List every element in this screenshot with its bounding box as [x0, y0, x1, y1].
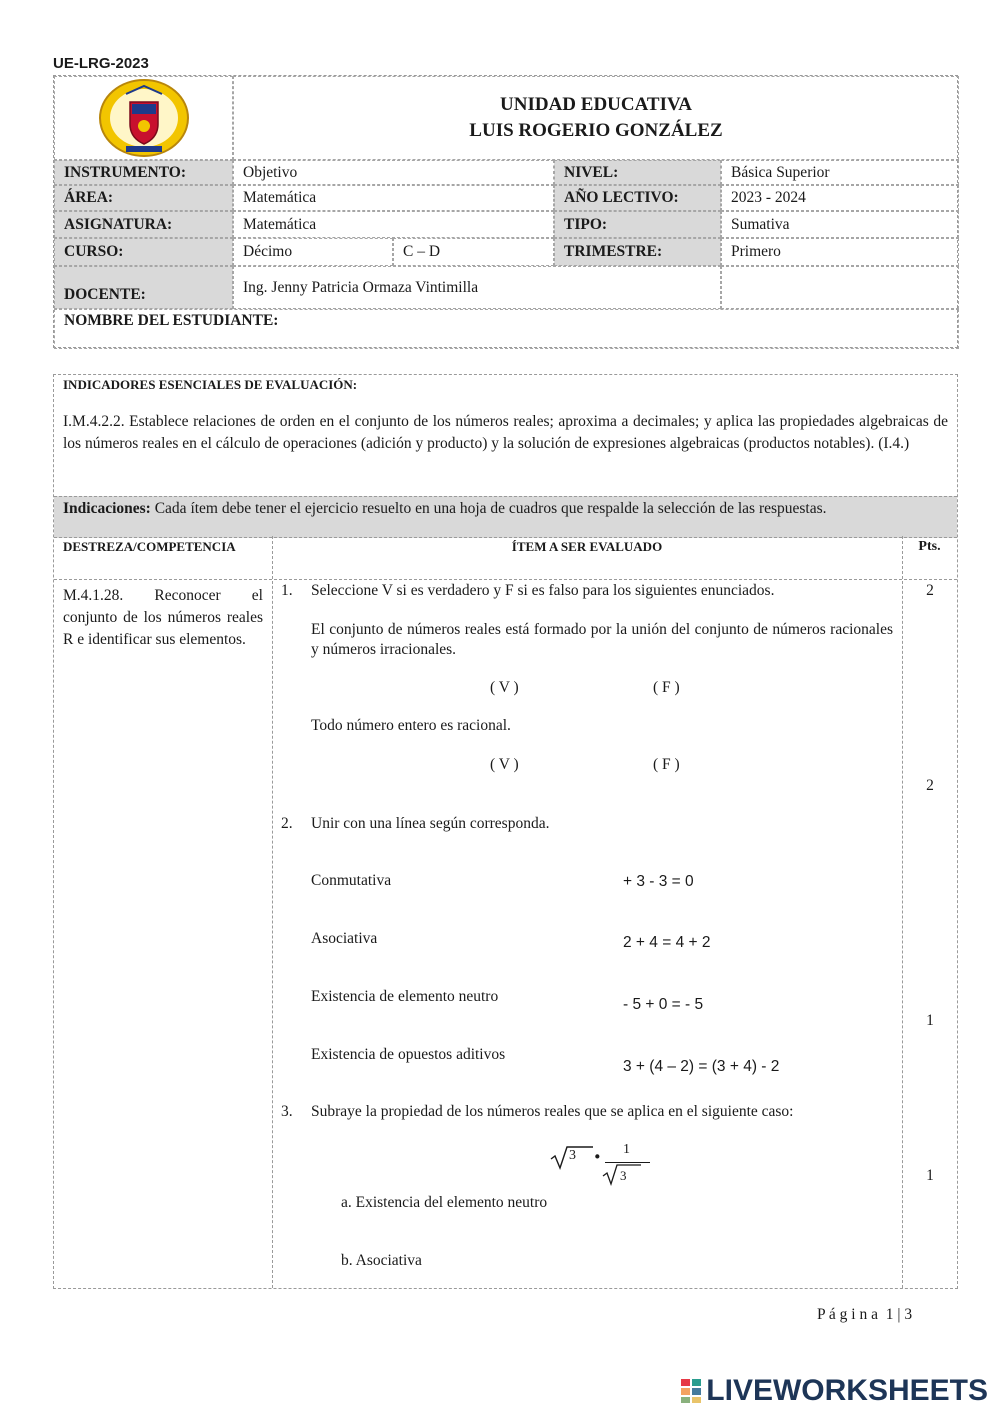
q1-s1-false-option[interactable]: ( F ) [653, 679, 680, 696]
q2-number: 2. [281, 815, 293, 832]
indicaciones-bar [54, 496, 957, 538]
q3-number: 3. [281, 1103, 293, 1120]
liveworksheets-logo [680, 1374, 988, 1408]
points-value: 2 [926, 582, 934, 599]
q1-s2-true-option[interactable]: ( V ) [490, 756, 519, 773]
q3-radicand: 3 [569, 1148, 576, 1163]
q3-option-b[interactable]: b. Asociativa [341, 1252, 422, 1269]
q2-right-item[interactable]: 3 + (4 – 2) = (3 + 4) - 2 [623, 1058, 780, 1075]
q1-prompt: Seleccione V si es verdadero y F si es falso para los siguientes enunciados. [311, 582, 775, 599]
q3-expression [549, 1140, 659, 1190]
tipo-label: TIPO: [554, 211, 721, 238]
page-number: P á g i n a 1 | 3 [817, 1306, 913, 1323]
tipo-value: Sumativa [721, 211, 959, 238]
destreza-text: M.4.1.28. Reconocer el conjunto de los números reales R e identificar sus elementos. [63, 587, 263, 648]
q2-prompt: Unir con una línea según corresponda. [311, 815, 550, 832]
q1-s2-false-option[interactable]: ( F ) [653, 756, 680, 773]
q1-s1-true-option[interactable]: ( V ) [490, 679, 519, 696]
indicadores-text: I.M.4.2.2. Establece relaciones de orden en el conjunto de los números reales; aproxima a decimales; y aplica las propiedades algebraicas de los números reales en el cálculo de operaciones (adición y producto) y la solución de expresiones algebraicas (productos notables). (I.4.) [63, 413, 948, 452]
nivel-value: Básica Superior [721, 160, 959, 185]
brand-text: LIVEWORKSHEETS [706, 1374, 988, 1407]
logo-cell [54, 76, 233, 160]
q2-right-item[interactable]: 2 + 4 = 4 + 2 [623, 934, 711, 951]
liveworksheets-icon [680, 1378, 702, 1404]
indicaciones-label: Indicaciones: [63, 500, 151, 517]
indicaciones-row [63, 500, 948, 518]
points-value: 2 [926, 777, 934, 794]
q3-numerator: 1 [623, 1142, 630, 1157]
indicadores-title: INDICADORES ESENCIALES DE EVALUACIÓN: [63, 377, 358, 392]
anio-label: AÑO LECTIVO: [554, 185, 721, 211]
docente-value: Ing. Jenny Patricia Ormaza Vintimilla [233, 266, 721, 309]
school-name [233, 76, 959, 160]
school-line-2: LUIS ROGERIO GONZÁLEZ [469, 120, 723, 141]
curso-value: Décimo [233, 238, 393, 266]
asignatura-value: Matemática [233, 211, 554, 238]
asignatura-label: ASIGNATURA: [54, 211, 233, 238]
q2-left-item[interactable]: Asociativa [311, 930, 378, 947]
points-value: 1 [926, 1012, 934, 1029]
trimestre-value: Primero [721, 238, 959, 266]
q3-option-a[interactable]: a. Existencia del elemento neutro [341, 1194, 548, 1211]
pts-header: Pts. [918, 539, 941, 554]
header-table [53, 75, 958, 348]
area-label: ÁREA: [54, 185, 233, 211]
item-header: ÍTEM A SER EVALUADO [511, 539, 663, 554]
anio-value: 2023 - 2024 [721, 185, 959, 211]
docente-label: DOCENTE: [54, 266, 233, 309]
docente-extra [721, 266, 959, 309]
destreza-header: DESTREZA/COMPETENCIA [63, 539, 236, 554]
student-name-field[interactable]: NOMBRE DEL ESTUDIANTE: [54, 309, 959, 349]
instrumento-value: Objetivo [233, 160, 554, 185]
trimestre-label: TRIMESTRE: [554, 238, 721, 266]
document-code: UE-LRG-2023 [53, 55, 149, 72]
q2-left-item[interactable]: Conmutativa [311, 872, 392, 889]
q2-right-item[interactable]: - 5 + 0 = - 5 [623, 996, 704, 1013]
school-line-1: UNIDAD EDUCATIVA [500, 94, 692, 115]
indicaciones-text: Cada ítem debe tener el ejercicio resuelto en una hoja de cuadros que respalde la selección de las respuestas. [154, 500, 827, 517]
fraction-bar [605, 1162, 650, 1163]
area-value: Matemática [233, 185, 554, 211]
paralelo-value: C – D [393, 238, 554, 266]
q2-left-item[interactable]: Existencia de elemento neutro [311, 988, 499, 1005]
curso-label: CURSO: [54, 238, 233, 266]
instrumento-label: INSTRUMENTO: [54, 160, 233, 185]
q3-denominator-radicand: 3 [620, 1168, 627, 1183]
q1-statement-1: El conjunto de números reales está formado por la unión del conjunto de números racionales y números irracionales. [311, 621, 893, 658]
school-crest-icon [96, 78, 192, 158]
points-value: 1 [926, 1167, 934, 1184]
q2-right-item[interactable]: + 3 - 3 = 0 [623, 873, 694, 890]
header-row-divider [54, 579, 957, 580]
q3-dot: · [593, 1142, 602, 1171]
q1-number: 1. [281, 582, 293, 599]
nivel-label: NIVEL: [554, 160, 721, 185]
q3-prompt: Subraye la propiedad de los números reales que se aplica en el siguiente caso: [311, 1103, 794, 1120]
q1-statement-2: Todo número entero es racional. [311, 717, 511, 734]
column-divider-1 [272, 536, 273, 1288]
q2-left-item[interactable]: Existencia de opuestos aditivos [311, 1046, 506, 1063]
